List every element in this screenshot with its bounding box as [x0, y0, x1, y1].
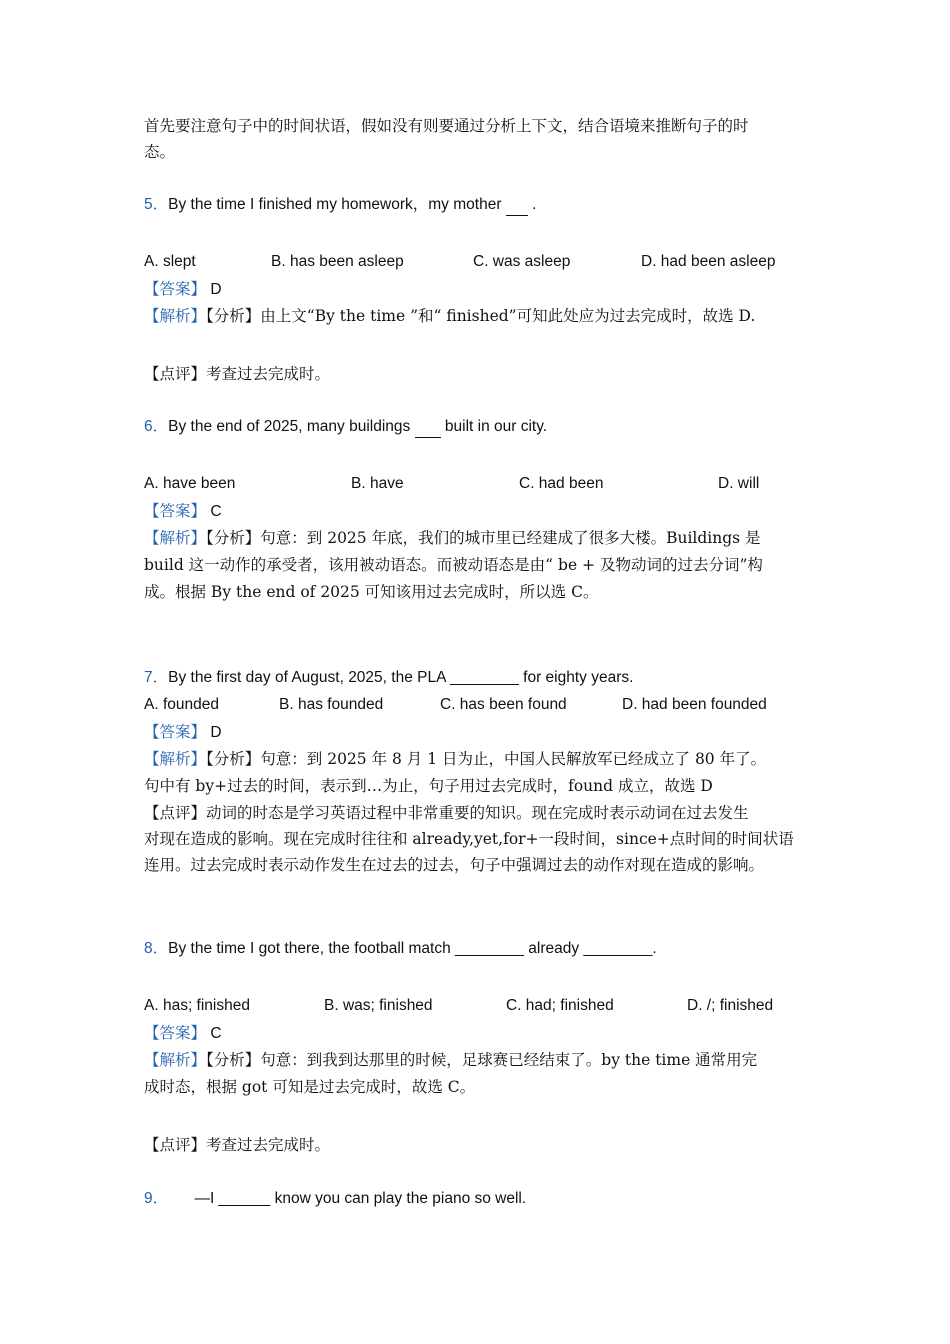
q5-option-c: C. was asleep [473, 253, 571, 270]
q6-option-d: D. will [718, 475, 760, 492]
q6-analysis-line-3: 成。根据 By the end of 2025 可知该用过去完成时，所以选 C。 [144, 583, 599, 601]
comment-label: 【点评】 [144, 804, 207, 822]
q6-option-c: C. had been [519, 475, 604, 492]
q6-option-a: A. have been [144, 475, 236, 492]
analysis-label: 【解析】 [144, 529, 207, 547]
q5-stem-b: . [532, 196, 537, 213]
q6-number: 6． [144, 418, 169, 435]
q8-answer [144, 1023, 222, 1044]
q8-stem [144, 939, 657, 959]
q5-comment [144, 364, 330, 384]
q8-comment-text: 考查过去完成时。 [206, 1136, 331, 1154]
q8-analysis-line-2: 成时态，根据 got 可知是过去完成时，故选 C。 [144, 1078, 476, 1096]
q8-answer-value: C [210, 1025, 222, 1042]
q5-option-b: B. has been asleep [271, 253, 404, 270]
q5-option-d: D. had been asleep [641, 253, 776, 270]
q5-answer-value: D [210, 281, 222, 298]
q5-answer [144, 279, 222, 300]
fenxi-label: 【分析】 [206, 307, 261, 325]
q9-number: 9． [144, 1190, 169, 1207]
analysis-label: 【解析】 [144, 1051, 207, 1069]
q6-option-b: B. have [351, 475, 404, 492]
q6-analysis-line-2: build 这一动作的承受者，该用被动语态。而被动语态是由“ be + 及物动词的过去分词”构 [144, 556, 763, 574]
q8-analysis-text-1: 句意：到我到达那里的时候，足球赛已经结束了。by the time 通常用完 [260, 1051, 758, 1069]
comment-label: 【点评】 [144, 1136, 207, 1154]
q6-answer [144, 501, 222, 522]
analysis-label: 【解析】 [144, 750, 207, 768]
q6-stem [144, 417, 547, 438]
q7-option-d: D. had been founded [622, 696, 767, 713]
q8-comment [144, 1135, 330, 1155]
q8-option-c: C. had; finished [506, 997, 614, 1014]
q9-stem [144, 1189, 526, 1209]
q7-comment-text-1: 动词的时态是学习英语过程中非常重要的知识。现在完成时表示动词在过去发生 [206, 804, 749, 822]
q7-stem [144, 668, 633, 688]
q7-stem-text: By the first day of August, 2025, the PLA ________ for eighty years. [168, 669, 634, 686]
q7-analysis-line-2: 句中有 by+过去的时间，表示到…为止，句子用过去完成时，found 成立，故选 D [144, 777, 713, 795]
intro-line-1: 首先要注意句子中的时间状语，假如没有则要通过分析上下文，结合语境来推断句子的时 [144, 117, 749, 135]
q7-analysis [144, 749, 766, 770]
q6-analysis [144, 528, 761, 549]
q7-option-a: A. founded [144, 696, 219, 713]
q6-stem-b: built in our city. [444, 418, 548, 435]
q7-number: 7． [144, 669, 169, 686]
q9-stem-text: —I ______ know you can play the piano so well. [194, 1190, 527, 1207]
q6-analysis-text-1: 句意：到 2025 年底，我们的城市里已经建成了很多大楼。Buildings 是 [260, 529, 761, 547]
q7-comment [144, 803, 749, 823]
q5-analysis-text: 由上文“By the time ”和“ finished”可知此处应为过去完成时，故选 D. [260, 307, 756, 325]
q5-stem [144, 195, 536, 216]
q7-comment-line-2: 对现在造成的影响。现在完成时往往和 already,yet,for+一段时间，since+点时间的时间状语 [144, 830, 794, 848]
answer-label: 【答案】 [144, 502, 207, 520]
q8-number: 8． [144, 940, 169, 957]
comment-label: 【点评】 [144, 365, 207, 383]
fenxi-label: 【分析】 [206, 750, 261, 768]
q6-blank [415, 417, 441, 438]
answer-label: 【答案】 [144, 280, 207, 298]
q5-comment-text: 考查过去完成时。 [206, 365, 331, 383]
intro-line-2: 态。 [144, 143, 176, 161]
q7-comment-line-3: 连用。过去完成时表示动作发生在过去的过去，句子中强调过去的动作对现在造成的影响。 [144, 856, 765, 874]
analysis-label: 【解析】 [144, 307, 207, 325]
q7-answer-value: D [210, 724, 222, 741]
q7-analysis-text-1: 句意：到 2025 年 8 月 1 日为止，中国人民解放军已经成立了 80 年了。 [260, 750, 767, 768]
q5-stem-a: By the time I finished my homework，my mother [168, 196, 502, 213]
q7-option-c: C. has been found [440, 696, 567, 713]
q8-analysis [144, 1050, 757, 1071]
answer-label: 【答案】 [144, 723, 207, 741]
q8-option-a: A. has; finished [144, 997, 250, 1014]
q6-answer-value: C [210, 503, 222, 520]
q7-option-b: B. has founded [279, 696, 384, 713]
q8-option-b: B. was; finished [324, 997, 433, 1014]
q5-number: 5． [144, 196, 169, 213]
q5-option-a: A. slept [144, 253, 196, 270]
q5-blank [506, 195, 528, 216]
q7-answer [144, 722, 222, 743]
q6-stem-a: By the end of 2025, many buildings [168, 418, 411, 435]
q8-stem-text: By the time I got there, the football match ________ already ________. [168, 940, 657, 957]
fenxi-label: 【分析】 [206, 529, 261, 547]
answer-label: 【答案】 [144, 1024, 207, 1042]
q5-analysis [144, 306, 755, 327]
fenxi-label: 【分析】 [206, 1051, 261, 1069]
q8-option-d: D. /; finished [687, 997, 774, 1014]
